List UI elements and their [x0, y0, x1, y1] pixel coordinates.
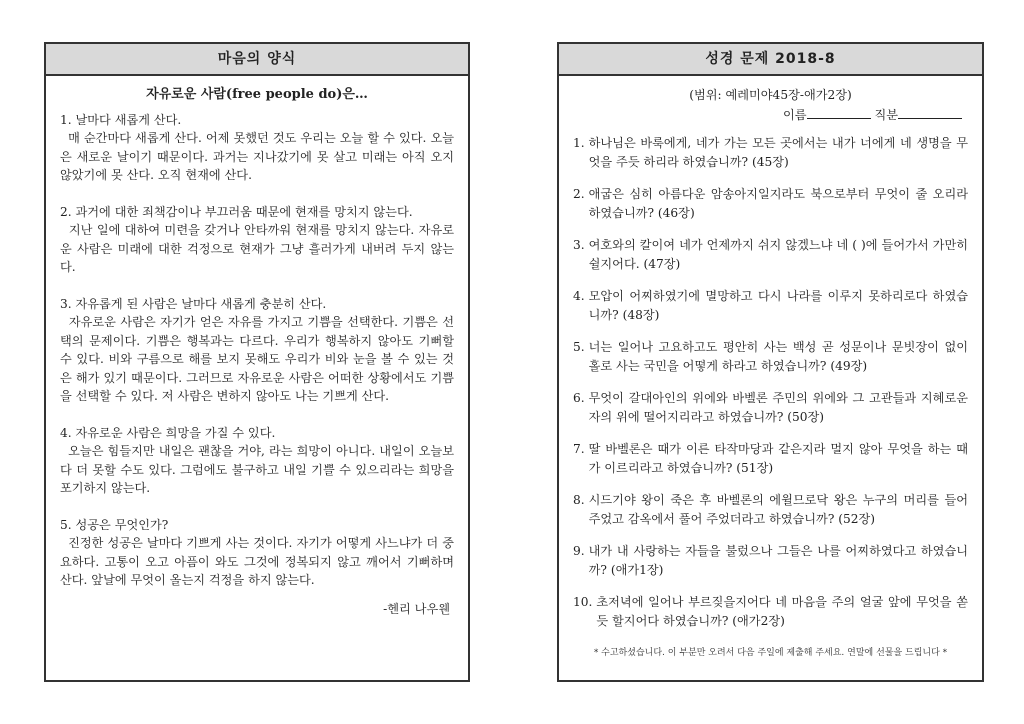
section-5 [60, 516, 454, 590]
question-text: 애굽은 심히 아름다운 암송아지일지라도 북으로부터 무엇이 줄 오리라 하였습니까? (46장) [588, 187, 968, 220]
question-item [573, 338, 968, 375]
question-text: 모압이 어찌하였기에 멸망하고 다시 나라를 이루지 못하리로다 하였습니까? (48장) [588, 289, 968, 322]
question-item [573, 134, 968, 171]
section-text: 오늘은 힘들지만 내일은 괜찮을 거야, 라는 희망이 아니다. 내일이 오늘보다 더 못할 수도 있다. 그럼에도 불구하고 내일 기쁠 수 있으리라는 희망을 포기하지 않는다. [60, 444, 454, 495]
question-text: 여호와의 칼이여 네가 언제까지 쉬지 않겠느냐 네 ( )에 들어가서 가만히 쉴지어다. (47장) [588, 238, 968, 271]
role-label: 직분 [874, 107, 898, 122]
section-3 [60, 295, 454, 406]
section-2 [60, 203, 454, 277]
question-text: 내가 내 사랑하는 자들을 불렀으나 그들은 나를 어찌하였다고 하였습니까? (애가1장) [588, 544, 968, 577]
question-number: 1. [573, 136, 585, 150]
name-label: 이름 [783, 107, 807, 122]
question-number: 3. [573, 238, 585, 252]
panel-title: 성경 문제 2018-8 [559, 44, 982, 76]
question-item [573, 389, 968, 426]
question-item [573, 185, 968, 222]
section-heading: 3. 자유롭게 된 사람은 날마다 새롭게 충분히 산다. [60, 296, 327, 311]
question-number: 4. [573, 289, 585, 303]
reflection-panel [44, 42, 470, 682]
section-1 [60, 111, 454, 185]
question-text: 시드기야 왕이 죽은 후 바벨론의 에윌므로닥 왕은 누구의 머리를 들어 주었고 감옥에서 풀어 주었더라고 하였습니까? (52장) [588, 493, 968, 526]
question-text: 초저녁에 일어나 부르짖을지어다 네 마음을 주의 얼굴 앞에 무엇을 쏟듯 할지어다 하였습니까? (애가2장) [596, 595, 968, 628]
bible-quiz-panel [557, 42, 984, 682]
quiz-range: (범위: 예레미야45장-애가2장) [689, 88, 852, 102]
question-number: 9. [573, 544, 585, 558]
question-number: 2. [573, 187, 585, 201]
section-text: 지난 일에 대하여 미련을 갖거나 안타까워 현재를 망치지 않는다. 자유로운 사람은 미래에 대한 걱정으로 현재가 그냥 흘러가게 내버려 두지 않는다. [60, 223, 454, 274]
role-blank[interactable] [898, 105, 962, 119]
section-4 [60, 424, 454, 498]
section-text: 자유로운 사람은 자기가 얻은 자유를 가지고 기쁨을 선택한다. 기쁨은 선택의 문제이다. 기쁨은 행복과는 다르다. 우리가 행복하지 않아도 기뻐할 수 있다. 비와 구름으로 해를 보지 못해도 우리가 비와 눈을 볼 수 있는 것은 해가 있기 때문이다. 그러므로 자유로운 사람은 어떠한 상황에서도 기쁨을 선택할 수 있다. 저 사람은 변하지 않아도 나는 기쁘게 산다. [60, 315, 454, 403]
question-text: 너는 일어나 고요하고도 평안히 사는 백성 곧 성문이나 문빗장이 없이 홀로 사는 국민을 어떻게 하라고 하였습니까? (49장) [588, 340, 968, 373]
question-text: 하나님은 바룩에게, 네가 가는 모든 곳에서는 내가 너에게 네 생명을 무엇을 주듯 하리라 하였습니까? (45장) [588, 136, 968, 169]
question-number: 8. [573, 493, 585, 507]
question-number: 6. [573, 391, 585, 405]
question-number: 10. [573, 595, 593, 609]
panel-body [559, 76, 982, 663]
question-item [573, 491, 968, 528]
question-item [573, 236, 968, 273]
section-heading: 1. 날마다 새롭게 산다. [60, 112, 182, 127]
question-item [573, 287, 968, 324]
question-number: 7. [573, 442, 585, 456]
section-heading: 2. 과거에 대한 죄책감이나 부끄러움 때문에 현재를 망치지 않는다. [60, 204, 413, 219]
section-heading: 5. 성공은 무엇인가? [60, 517, 169, 532]
question-text: 무엇이 갈대아인의 위에와 바벨론 주민의 위에와 그 고관들과 지혜로운 자의 위에 떨어지리라고 하였습니까? (50장) [588, 391, 968, 424]
name-blank[interactable] [807, 105, 871, 119]
section-heading: 4. 자유로운 사람은 희망을 가질 수 있다. [60, 425, 276, 440]
panel-body [46, 76, 468, 618]
question-item [573, 593, 968, 630]
question-number: 5. [573, 340, 585, 354]
panel-title: 마음의 양식 [46, 44, 468, 76]
question-text: 딸 바벨론은 때가 이른 타작마당과 같은지라 멀지 않아 무엇을 하는 때가 이르리라고 하였습니까? (51장) [588, 442, 968, 475]
question-item [573, 542, 968, 579]
footer-note: * 수고하셨습니다. 이 부분만 오려서 다음 주일에 제출해 주세요. 연말에 선물을 드립니다 * [593, 648, 948, 658]
article-title: 자유로운 사람(free people do)은… [146, 87, 368, 102]
question-item [573, 440, 968, 477]
section-text: 매 순간마다 새롭게 산다. 어제 못했던 것도 우리는 오늘 할 수 있다. 오늘은 새로운 날이기 때문이다. 과거는 지나갔기에 못 살고 미래는 아직 오지 않았기에 못 산다. 오직 현재에 산다. [60, 131, 454, 182]
author-credit: -헨리 나우웬 [383, 601, 450, 616]
name-role-line [573, 105, 968, 125]
section-text: 진정한 성공은 날마다 기쁘게 사는 것이다. 자기가 어떻게 사느냐가 더 중요하다. 고통이 오고 아픔이 와도 그것에 정복되지 않고 깨어서 기뻐하며 산다. 앞날에 무엇이 올는지 걱정을 하지 않는다. [60, 536, 454, 587]
